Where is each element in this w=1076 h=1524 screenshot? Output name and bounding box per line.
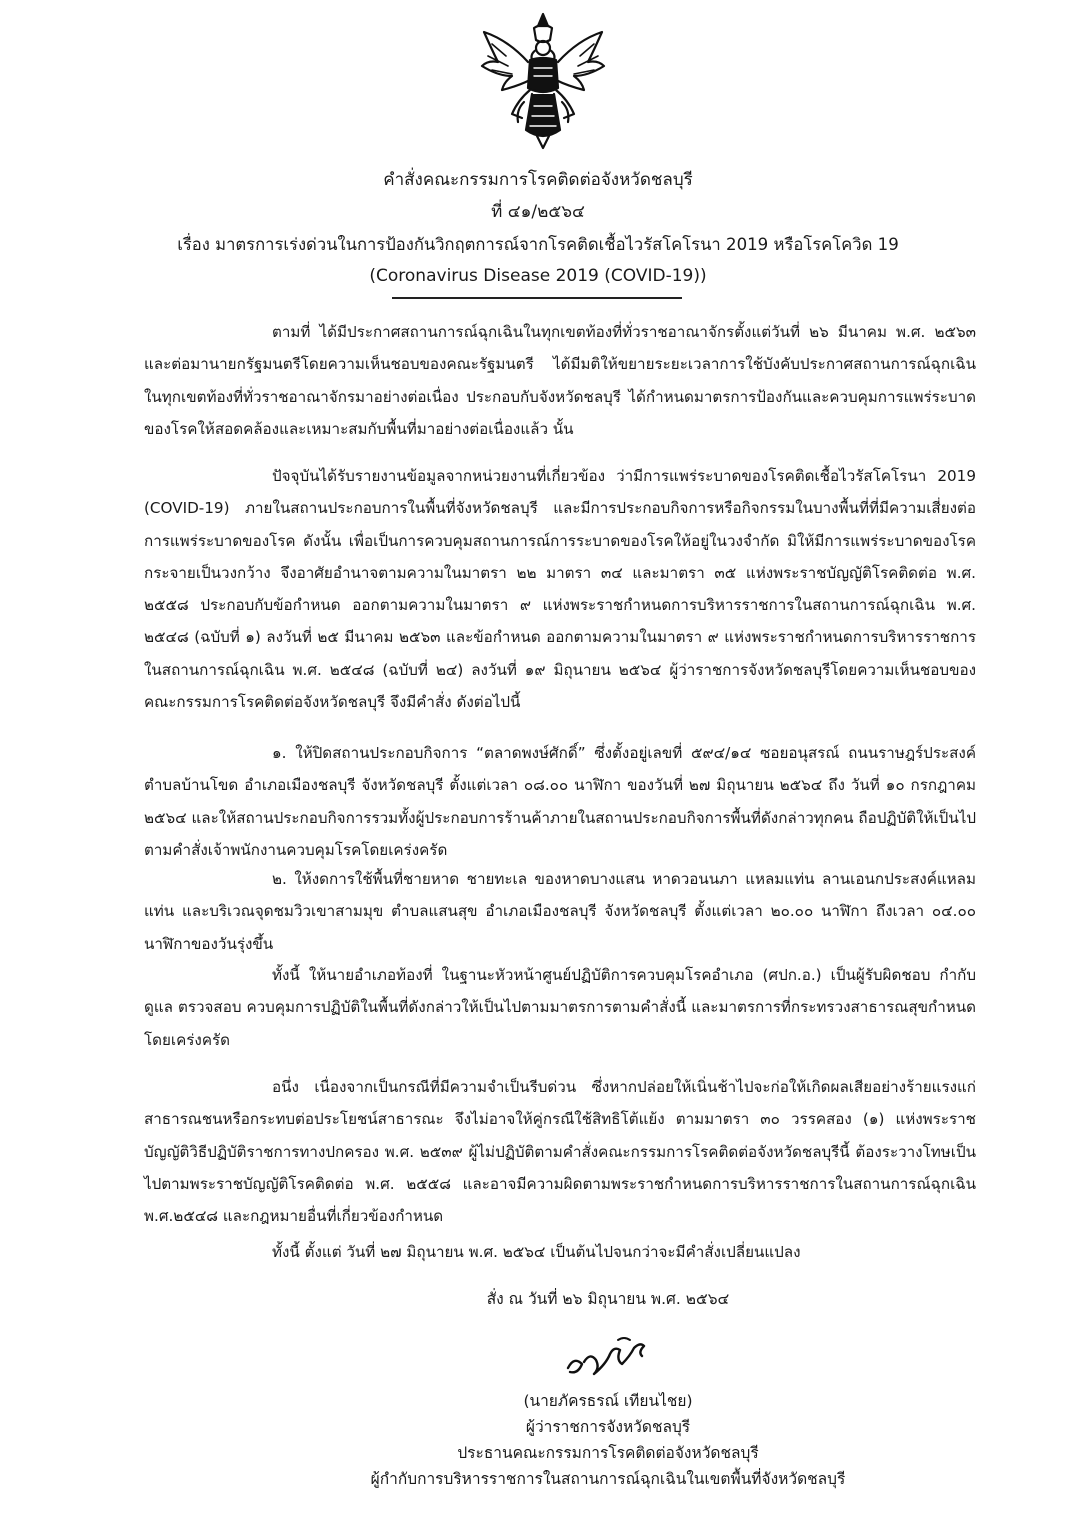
paragraph-current-situation [144,460,976,718]
paragraph-penalty [144,1071,976,1232]
header-divider [392,297,682,299]
signer-title-supervisor: ผู้กำกับการบริหารราชการในสถานการณ์ฉุกเฉินในเขตพื้นที่จังหวัดชลบุรี [370,1470,846,1488]
order-item-1 [144,737,976,866]
paragraph-responsibility [144,959,976,1056]
handwritten-signature [560,1334,670,1384]
garuda-emblem-icon [478,10,608,150]
order-date [0,1286,1076,1312]
order-number: ที่ ๔๑/๒๕๖๔ [491,202,585,222]
paragraph-text: ทั้งนี้ ให้นายอำเภอท้องที่ ในฐานะหัวหน้าศูนย์ปฏิบัติการควบคุมโรคอำเภอ (ศปก.อ.) เป็นผู้รับผิดชอบ กำกับ ดูแล ตรวจสอบ ควบคุมการปฏิบัติในพื้นที่ดังกล่าวให้เป็นไปตามมาตรการตามคำสั่งนี้ และมาตรการที่กระทรวงสาธารณสุขกำหนดโดยเคร่งครัด [144,966,976,1049]
paragraph-text: ปัจจุบันได้รับรายงานข้อมูลจากหน่วยงานที่เกี่ยวข้อง ว่ามีการแพร่ระบาดของโรคติดเชื้อไวรัสโคโรนา 2019 (COVID-19) ภายในสถานประกอบการในพื้นที่จังหวัดชลบุรี และมีการประกอบกิจการหรือกิจกรรมในบางพื้นที่ที่มีความเสี่ยงต่อการแพร่ระบาดของโรค ดังนั้น เพื่อเป็นการควบคุมสถานการณ์การระบาดของโรคให้อยู่ในวงจำกัด มิให้มีการแพร่ระบาดของโรคกระจายเป็นวงกว้าง จึงอาศัยอำนาจตามความในมาตรา ๒๒ มาตรา ๓๔ และมาตรา ๓๕ แห่งพระราชบัญญัติโรคติดต่อ พ.ศ. ๒๕๕๘ ประกอบกับข้อกำหนด ออกตามความในมาตรา ๙ แห่งพระราชกำหนดการบริหารราชการในสถานการณ์ฉุกเฉิน พ.ศ. ๒๕๔๘ (ฉบับที่ ๑) ลงวันที่ ๒๕ มีนาคม ๒๕๖๓ และข้อกำหนด ออกตามความในมาตรา ๙ แห่งพระราชกำหนดการบริหารราชการในสถานการณ์ฉุกเฉิน พ.ศ. ๒๕๔๘ (ฉบับที่ ๒๔) ลงวันที่ ๑๙ มิถุนายน ๒๕๖๔ ผู้ว่าราชการจังหวัดชลบุรีโดยความเห็นชอบของคณะกรรมการโรคติดต่อจังหวัดชลบุรี จึงมีคำสั่ง ดังต่อไปนี้ [144,467,976,712]
order-date-text: สั่ง ณ วันที่ ๒๖ มิถุนายน พ.ศ. ๒๕๖๔ [486,1290,730,1308]
signer-title-governor: ผู้ว่าราชการจังหวัดชลบุรี [525,1418,691,1436]
paragraph-text: อนึ่ง เนื่องจากเป็นกรณีที่มีความจำเป็นรีบด่วน ซึ่งหากปล่อยให้เนิ่นช้าไปจะก่อให้เกิดผลเสียอย่างร้ายแรงแก่สาธารณชนหรือกระทบต่อประโยชน์สาธารณะ จึงไม่อาจให้คู่กรณีใช้สิทธิโต้แย้ง ตามมาตรา ๓๐ วรรคสอง (๑) แห่งพระราชบัญญัติวิธีปฏิบัติราชการทางปกครอง พ.ศ. ๒๕๓๙ ผู้ไม่ปฏิบัติตามคำสั่งคณะกรรมการโรคติดต่อจังหวัดชลบุรีนี้ ต้องระวางโทษเป็นไปตามพระราชบัญญัติโรคติดต่อ พ.ศ. ๒๕๕๘ และอาจมีความผิดตามพระราชกำหนดการบริหารราชการในสถานการณ์ฉุกเฉิน พ.ศ.๒๕๔๘ และกฎหมายอื่นที่เกี่ยวข้องกำหนด [144,1078,976,1226]
order-title: คำสั่งคณะกรรมการโรคติดต่อจังหวัดชลบุรี [383,170,693,190]
paragraph-text: ๑. ให้ปิดสถานประกอบกิจการ “ตลาดพงษ์ศักดิ์” ซึ่งตั้งอยู่เลขที่ ๕๙๔/๑๔ ซอยอนุสรณ์ ถนนราษฎร์ประสงค์ ตำบลบ้านโขด อำเภอเมืองชลบุรี จังหวัดชลบุรี ตั้งแต่เวลา ๐๘.๐๐ นาฬิกา ของวันที่ ๒๗ มิถุนายน ๒๕๖๔ ถึง วันที่ ๑๐ กรกฎาคม ๒๕๖๔ และให้สถานประกอบกิจการรวมทั้งผู้ประกอบการร้านค้าภายในสถานประกอบกิจการพื้นที่ดังกล่าวทุกคน ถือปฏิบัติให้เป็นไปตามคำสั่งเจ้าพนักงานควบคุมโรคโดยเคร่งครัด [144,744,976,859]
signer-title-chairman: ประธานคณะกรรมการโรคติดต่อจังหวัดชลบุรี [457,1444,759,1462]
paragraph-background [144,316,976,445]
paragraph-text: ตามที่ ได้มีประกาศสถานการณ์ฉุกเฉินในทุกเขตท้องที่ทั่วราชอาณาจักรตั้งแต่วันที่ ๒๖ มีนาคม พ.ศ. ๒๕๖๓ และต่อมานายกรัฐมนตรีโดยความเห็นชอบของคณะรัฐมนตรี ได้มีมติให้ขยายระยะเวลาการใช้บังคับประกาศสถานการณ์ฉุกเฉินในทุกเขตท้องที่ทั่วราชอาณาจักรมาอย่างต่อเนื่อง ประกอบกับจังหวัดชลบุรี ได้กำหนดมาตรการป้องกันและควบคุมการแพร่ระบาดของโรคให้สอดคล้องและเหมาะสมกับพื้นที่มาอย่างต่อเนื่องแล้ว นั้น [144,323,976,438]
paragraph-text: ทั้งนี้ ตั้งแต่ วันที่ ๒๗ มิถุนายน พ.ศ. ๒๕๖๔ เป็นต้นไปจนกว่าจะมีคำสั่งเปลี่ยนแปลง [272,1243,801,1261]
order-item-2 [144,863,976,960]
paragraph-text: ๒. ให้งดการใช้พื้นที่ชายหาด ชายทะเล ของหาดบางแสน หาดวอนนภา แหลมแท่น ลานเอนกประสงค์แหลมแท่น และบริเวณจุดชมวิวเขาสามมุข ตำบลแสนสุข อำเภอเมืองชลบุรี จังหวัดชลบุรี ตั้งแต่เวลา ๒๐.๐๐ นาฬิกา ถึงเวลา ๐๔.๐๐ นาฬิกาของวันรุ่งขึ้น [144,870,976,953]
paragraph-effective-date [144,1236,976,1268]
signer-block [0,1388,1076,1492]
order-subject-en: (Coronavirus Disease 2019 (COVID-19)) [369,266,707,286]
signer-name: (นายภัครธรณ์ เทียนไชย) [523,1392,693,1410]
order-subject: เรื่อง มาตรการเร่งด่วนในการป้องกันวิกฤตการณ์จากโรคติดเชื้อไวรัสโคโรนา 2019 หรือโรคโควิด 19 [177,235,899,254]
